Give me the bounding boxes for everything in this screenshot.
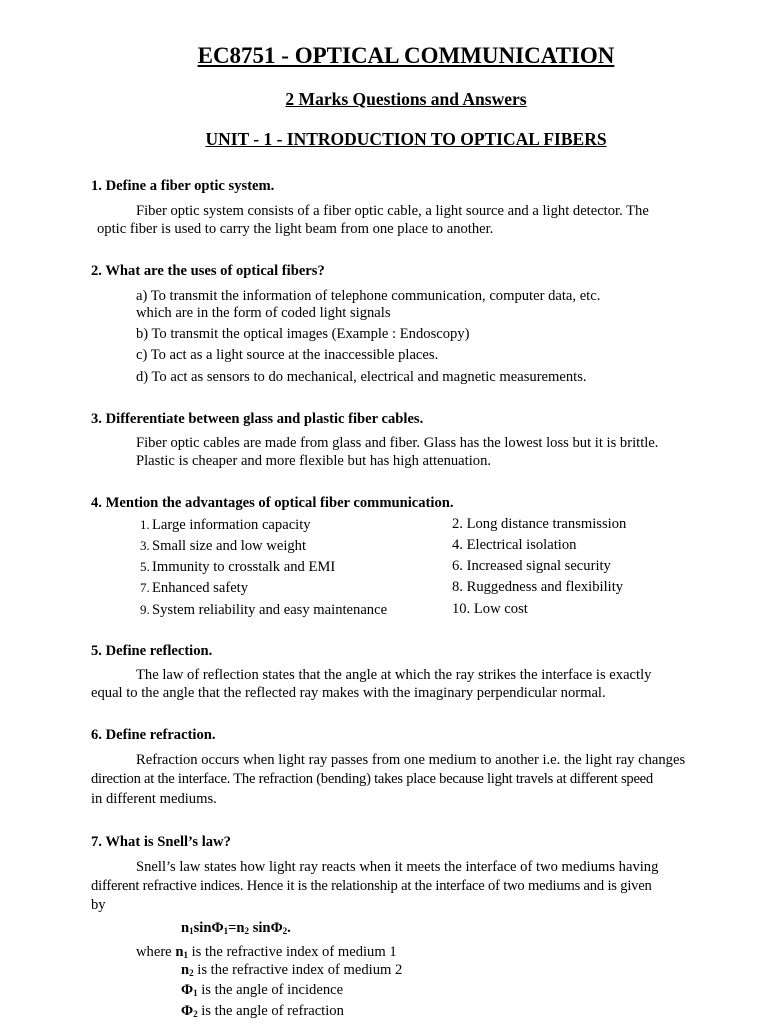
document-title: EC8751 - OPTICAL COMMUNICATION [197, 43, 615, 68]
question-2: 2. What are the uses of optical fibers? [91, 263, 325, 279]
answer-6-line-1: Refraction occurs when light ray passes from one medium to another i.e. the light ray changes [136, 752, 686, 768]
answer-2-b: b) To transmit the optical images (Example : Endoscopy) [136, 326, 470, 342]
question-4: 4. Mention the advantages of optical fiber communication. [91, 495, 454, 511]
answer-3-line-2: Plastic is cheaper and more flexible but has high attenuation. [136, 453, 492, 469]
definition-n1: where $n_1$ is the refractive index of medium 1 [136, 944, 397, 960]
advantage-1: 1. Large information capacity [140, 517, 311, 533]
definition-phi2: $\Phi_2$ is the angle of refraction [181, 1003, 344, 1019]
definition-phi1: $\Phi_1$ is the angle of incidence [181, 982, 344, 998]
answer-6-line-3: in different mediums. [91, 791, 217, 807]
answer-1-line-2: optic fiber is used to carry the light beam from one place to another. [97, 221, 494, 237]
advantage-10: 10. Low cost [452, 601, 528, 617]
answer-2-d: d) To act as sensors to do mechanical, electrical and magnetic measurements. [136, 369, 587, 385]
advantage-4: 4. Electrical isolation [452, 537, 577, 553]
answer-6-line-2: direction at the interface. The refraction (bending) takes place because light travels at different speed [91, 771, 653, 787]
snells-law-formula: $n_1\sin\Phi_1=n_2$ sinΦ$_2$. [181, 920, 291, 936]
answer-1-line-1: Fiber optic system consists of a fiber optic cable, a light source and a light detector. The [136, 203, 649, 219]
question-6: 6. Define refraction. [91, 727, 216, 743]
answer-2-a-line-2: which are in the form of coded light signals [136, 305, 391, 321]
answer-3-line-1: Fiber optic cables are made from glass and fiber. Glass has the lowest loss but it is brittle. [136, 435, 659, 451]
advantage-9: 9. System reliability and easy maintenance [140, 602, 388, 618]
advantage-7: 7. Enhanced safety [140, 580, 249, 596]
document-subtitle: 2 Marks Questions and Answers [285, 89, 527, 109]
definition-n2: $n_2$ is the refractive index of medium 2 [181, 962, 403, 978]
answer-7-line-2: different refractive indices. Hence it is the relationship at the interface of two mediums and is given [91, 878, 652, 894]
answer-5-line-2: equal to the angle that the reflected ray makes with the imaginary perpendicular normal. [91, 685, 606, 701]
advantage-2: 2. Long distance transmission [452, 516, 627, 532]
advantage-6: 6. Increased signal security [452, 558, 611, 574]
unit-heading: UNIT - 1 - INTRODUCTION TO OPTICAL FIBERS [205, 129, 607, 149]
question-7: 7. What is Snell’s law? [91, 834, 231, 850]
answer-2-a-line-1: a) To transmit the information of telephone communication, computer data, etc. [136, 288, 601, 304]
question-3: 3. Differentiate between glass and plastic fiber cables. [91, 411, 424, 427]
advantage-3: 3. Small size and low weight [140, 538, 307, 554]
advantage-5: 5. Immunity to crosstalk and EMI [140, 559, 336, 575]
advantage-8: 8. Ruggedness and flexibility [452, 579, 624, 595]
answer-5-line-1: The law of reflection states that the angle at which the ray strikes the interface is exactly [136, 667, 652, 683]
answer-7-line-1: Snell’s law states how light ray reacts when it meets the interface of two mediums having [136, 859, 659, 875]
question-1: 1. Define a fiber optic system. [91, 178, 275, 194]
answer-7-line-3: by [91, 897, 106, 913]
question-5: 5. Define reflection. [91, 643, 213, 659]
answer-2-c: c) To act as a light source at the inaccessible places. [136, 347, 439, 363]
